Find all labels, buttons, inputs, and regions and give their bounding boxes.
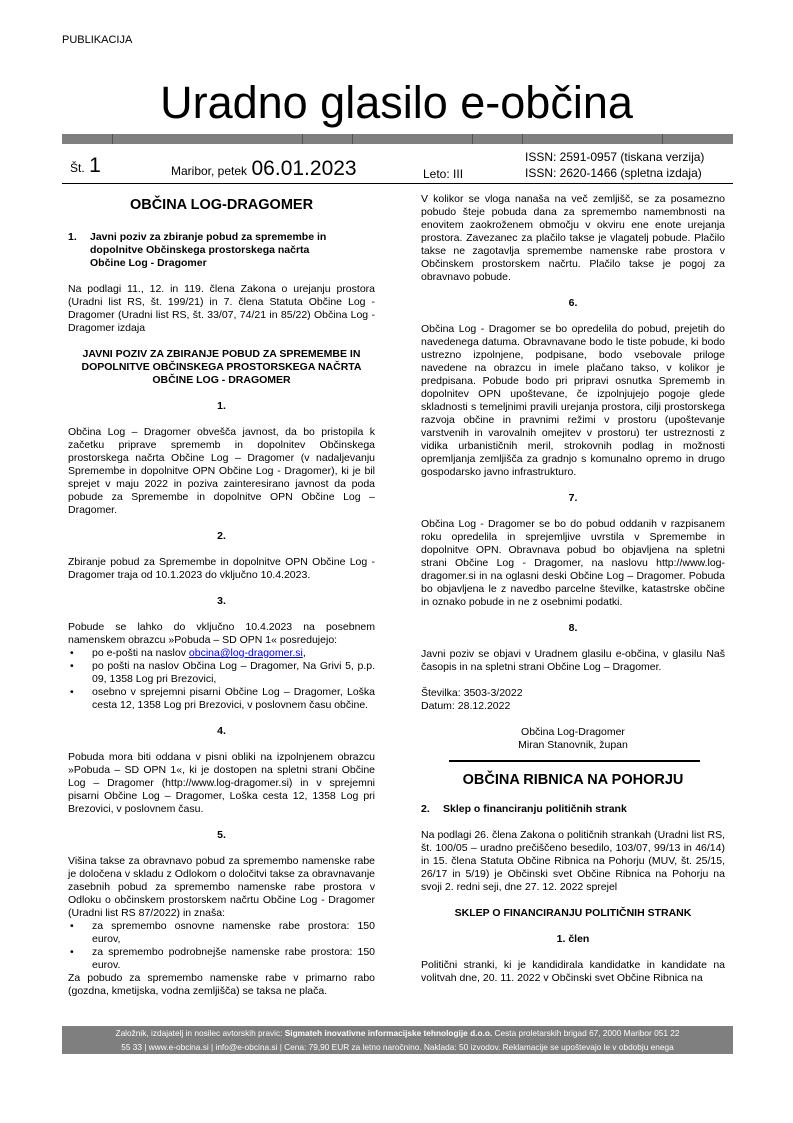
section-number: 7.	[568, 492, 578, 504]
title-bar	[62, 134, 733, 144]
left-column	[68, 193, 375, 1011]
bullet-list	[68, 647, 375, 712]
footer-company: Sigmateh inovativne informacijske tehnologije d.o.o.	[284, 1028, 493, 1038]
section-number: 4.	[217, 725, 226, 737]
email-link[interactable]: obcina@log-dragomer.si	[188, 647, 303, 659]
list-item: • za spremembo podrobnejše namenske rabe prostora: 150 eurov.	[68, 946, 375, 972]
section-separator	[449, 760, 700, 762]
org-heading: OBČINA LOG-DRAGOMER	[129, 197, 314, 213]
list-item	[68, 647, 375, 660]
paragraph: Višina takse za obravnavo pobud za spremembo namenske rabe je določena v skladu z Odlokom o določitvi takse za obravnavanje zasebnih pobud za spremembo namenske rabe prostora v Odloku o občinskem prostorskem načrtu Občine Log - Dragomer (Uradni list RS 87/2022) in znaša:	[68, 855, 375, 919]
item-title-text: Sklep o financiranju političnih strank	[443, 803, 627, 815]
list-item-text: ,	[302, 647, 306, 659]
paragraph: Občina Log – Dragomer obvešča javnost, da bo pristopila k začetku priprave sprememb in dopolnitev Občinskega prostorskega načrta Občine Log – Dragomer (v nadaljevanju Spremembe in dopolnitve OPN Občine Log - Dragomer), ki je bil sprejet v maju 2022 in poziva zainteresirano javnost da poda pobude za Spremembe in dopolnitve OPN Občine Log – Dragomer.	[68, 426, 375, 516]
paragraph: Občina Log - Dragomer se bo do pobud oddanih v razpisanem roku opredelila in sprejemljive uvrstila v Spremembe in dopolnitve OPN. Obravnava pobud bo objavljena na spletni strani Občine Log - Dragomer, na naslovu http://www.log-dragomer.si in na oglasni deski Občine Log – Dragomer. Pobuda bo objavljena le z navedbo parcelne številke, katastrske občine in oznako pobude in ne z osebnimi podatki.	[421, 518, 725, 608]
paragraph: Politični stranki, ki je kandidirala kandidatke in kandidate na volitvah dne, 20. 11. 2022 v Občinski svet Občine Ribnica na	[421, 959, 725, 984]
issue-number-value: 1	[89, 154, 101, 177]
paragraph: Pobuda mora biti oddana v pisni obliki na izpolnjenem obrazcu »Pobuda – SD OPN 1«, ki je dostopen na spletni strani Občine Log – Dragomer (http://www.log-dragomer.si) in v sprejemni pisarni Občine Log – Dragomer, Loška cesta 12, 1358 Log pri Brezovici, v poslovnem času.	[68, 751, 375, 815]
document-date: Datum: 28.12.2022	[421, 700, 511, 712]
header-rule	[62, 183, 733, 184]
footer-line-1	[62, 1026, 733, 1040]
intro-paragraph: Na podlagi 11., 12. in 119. člena Zakona o urejanju prostora (Uradni list RS, št. 199/21) in 7. člena Statuta Občine Log - Dragomer (Uradni list RS, št. 33/07, 74/21 in 85/22) Občina Log - Dragomer izdaja	[68, 283, 375, 334]
issn-print: ISSN: 2591-0957 (tiskana verzija)	[525, 150, 705, 164]
issue-prefix: Št.	[70, 161, 85, 175]
paragraph: V kolikor se vloga nanaša na več zemljišč, se za posamezno pobudo šteje pobuda dana za spremembo namembnosti na enovitem zaokroženem območju v okviru ene enote urejanja prostora. Zavezanec za plačilo takse je vlagatelj pobude. Plačilo takse ne zagotavlja spremembe namenske rabe prostora v Občinskem prostorskem načrtu. Plačilo takse je pogoj za obravnavo pobude.	[421, 193, 725, 283]
item-title	[68, 231, 375, 270]
list-item: • osebno v sprejemni pisarni Občine Log – Dragomer, Loška cesta 12, 1358 Log pri Brezovici, v poslovnem času občine.	[68, 686, 375, 712]
issue-date	[171, 157, 357, 181]
org-heading: OBČINA RIBNICA NA POHORJU	[462, 772, 684, 788]
doc-heading: JAVNI POZIV ZA ZBIRANJE POBUD ZA SPREMEMBE IN DOPOLNITVE OBČINSKEGA PROSTORSKEGA NAČRTA OBČINE LOG - DRAGOMER	[81, 348, 362, 386]
publication-label: PUBLIKACIJA	[62, 34, 133, 46]
date-value: 06.01.2023	[251, 157, 357, 180]
article-number: 1. člen	[556, 933, 590, 945]
bullet-list	[68, 920, 375, 972]
section-number: 1.	[217, 400, 226, 412]
item-number: 1.	[68, 231, 77, 243]
reference-number: Številka: 3503-3/2022	[421, 687, 523, 699]
item-title-text: Javni poziv za zbiranje pobud za spremembe in dopolnitve Občinskega prostorskega načrta Občine Log - Dragomer	[90, 231, 327, 269]
list-item: • za spremembo osnovne namenske rabe prostora: 150 eurov,	[68, 920, 375, 946]
section-number: 6.	[568, 297, 578, 309]
section-number: 5.	[217, 829, 226, 841]
paragraph: Za pobudo za spremembo namenske rabe v primarno rabo (gozdna, kmetijska, vodna zemljišča) se taksa ne plača.	[68, 972, 375, 997]
footer	[62, 1026, 733, 1054]
issn-online: ISSN: 2620-1466 (spletna izdaja)	[525, 166, 702, 180]
signature-name: Miran Stanovnik, župan	[518, 739, 628, 751]
signature-org: Občina Log-Dragomer	[521, 726, 625, 738]
paragraph: Zbiranje pobud za Spremembe in dopolnitve OPN Občine Log - Dragomer traja od 10.1.2023 do vključno 10.4.2023.	[68, 556, 375, 581]
footer-publisher-label: Založnik, izdajatelj in nosilec avtorskih pravic:	[115, 1028, 285, 1038]
page-title: Uradno glasilo e-občina	[160, 77, 633, 128]
issue-number	[70, 154, 101, 178]
footer-line-2: 55 33 | www.e-obcina.si | info@e-obcina.si | Cena: 79,90 EUR za letno naročnino. Naklada: 50 izvodov. Reklamacije se upoštevajo le v obdobju enega	[121, 1042, 674, 1052]
doc-heading: SKLEP O FINANCIRANJU POLITIČNIH STRANK	[454, 907, 692, 919]
right-column	[421, 193, 725, 998]
item-number: 2.	[421, 803, 430, 815]
place-day: Maribor, petek	[171, 164, 248, 178]
paragraph: Javni poziv se objavi v Uradnem glasilu e-občina, v glasilu Naš časopis in na spletni strani Občine Log – Dragomer.	[421, 648, 725, 673]
section-number: 2.	[217, 530, 226, 542]
item-title	[421, 803, 725, 816]
section-number: 8.	[568, 622, 578, 634]
volume-year: Leto: III	[423, 167, 464, 181]
section-number: 3.	[217, 595, 226, 607]
list-item-text: po e-pošti na naslov	[92, 647, 189, 659]
paragraph: Občina Log - Dragomer se bo opredelila do pobud, prejetih do navedenega datuma. Obravnavane bodo le tiste pobude, ki bodo ustrezno izpolnjene, podpisane, bodo vsebovale priloge navedene na obrazcu in imele plačano takso, v kolikor je predpisana. Pobude bodo pri pripravi osnutka Sprememb in dopolnitev OPN upoštevane, če izpolnjujejo pogoje glede skladnosti s temeljnimi pravili urejanja prostora, cilji prostorskega razvoja občine in pravnimi režimi v prostoru (upoštevanje varstvenih in varovalnih omejitev v prostoru) ter ustreznosti z vidika urbanističnih meril, strokovnih podlag in možnosti opremljanja zemljišča za gradnjo s komunalno opremo in drugo gospodarsko javno infrastrukturo.	[421, 323, 725, 478]
footer-address: Cesta proletarskih brigad 67, 2000 Maribor 051 22	[492, 1028, 680, 1038]
intro-paragraph: Na podlagi 26. člena Zakona o političnih strankah (Uradni list RS, št. 100/05 – uradno prečiščeno besedilo, 103/07, 99/13 in 46/14) in 15. člena Statuta Občine Ribnica na Pohorju (MUV, št. 25/15, 26/17 in 5/19) je Občinski svet Občine Ribnica na Pohorju na svoji 2. redni seji, dne 27. 12. 2022 sprejel	[421, 829, 725, 893]
list-item: • po pošti na naslov Občina Log – Dragomer, Na Grivi 5, p.p. 09, 1358 Log pri Brezovici,	[68, 660, 375, 686]
paragraph: Pobude se lahko do vključno 10.4.2023 na posebnem namenskem obrazcu »Pobuda – SD OPN 1« posredujejo:	[68, 621, 375, 646]
